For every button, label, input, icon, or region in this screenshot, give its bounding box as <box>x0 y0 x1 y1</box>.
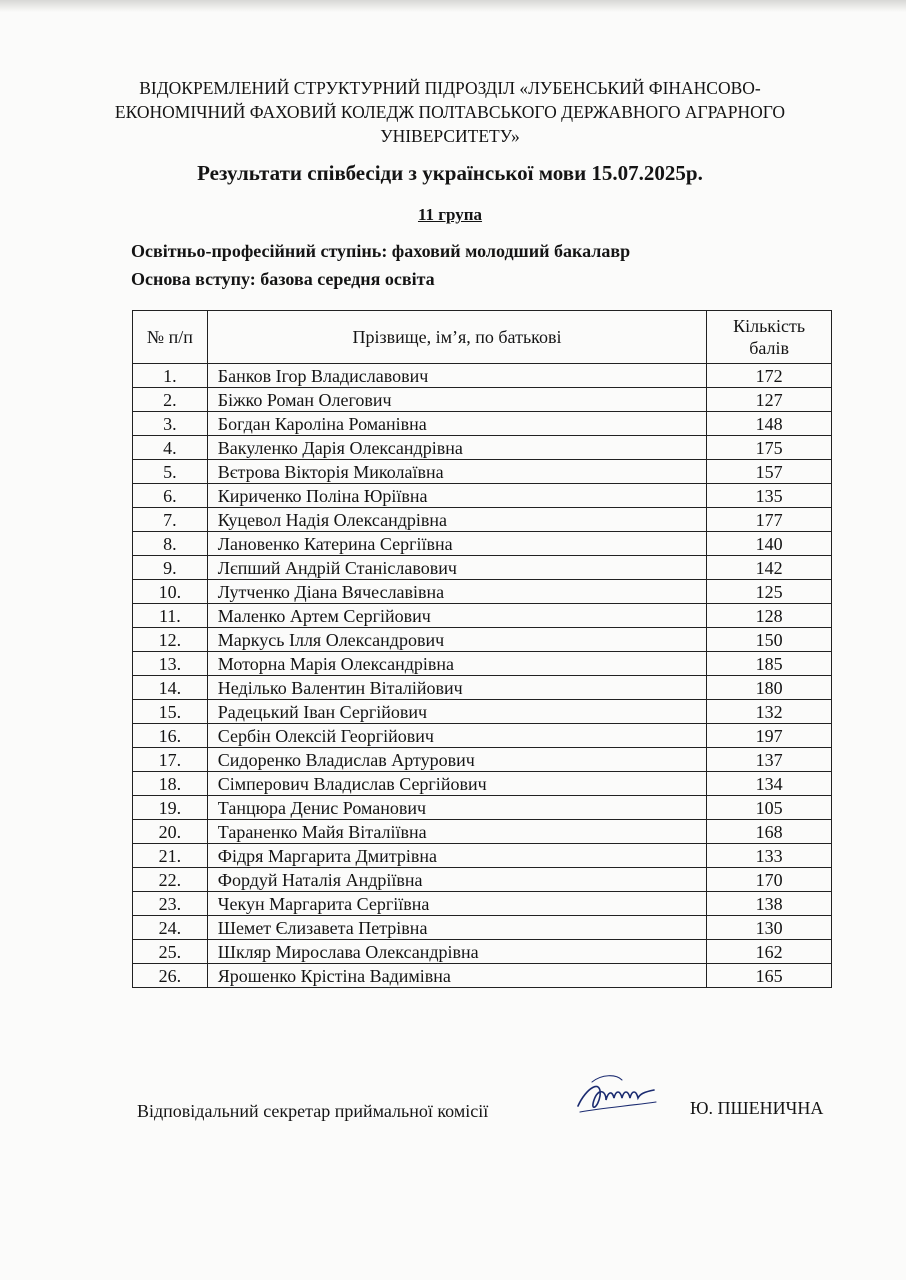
row-number: 13. <box>133 652 208 676</box>
row-number: 24. <box>133 916 208 940</box>
row-score: 177 <box>707 508 832 532</box>
row-number: 11. <box>133 604 208 628</box>
row-score: 162 <box>707 940 832 964</box>
row-name: Неділько Валентин Віталійович <box>207 676 706 700</box>
row-number: 25. <box>133 940 208 964</box>
table-row <box>133 460 832 484</box>
table-row <box>133 724 832 748</box>
row-name: Тараненко Майя Віталіївна <box>207 820 706 844</box>
table-row <box>133 364 832 388</box>
row-score: 138 <box>707 892 832 916</box>
table-row <box>133 532 832 556</box>
row-number: 26. <box>133 964 208 988</box>
row-name: Ярошенко Крістіна Вадимівна <box>207 964 706 988</box>
table-row <box>133 796 832 820</box>
row-name: Танцюра Денис Романович <box>207 796 706 820</box>
table-row <box>133 700 832 724</box>
table-row <box>133 748 832 772</box>
row-name: Фордуй Наталія Андріївна <box>207 868 706 892</box>
row-number: 5. <box>133 460 208 484</box>
row-number: 9. <box>133 556 208 580</box>
table-row <box>133 388 832 412</box>
basis-line: Основа вступу: базова середня освіта <box>131 269 435 289</box>
institution-line-1: ВІДОКРЕМЛЕНИЙ СТРУКТУРНИЙ ПІДРОЗДІЛ «ЛУБЕНСЬКИЙ ФІНАНСОВО- <box>139 78 761 98</box>
row-score: 170 <box>707 868 832 892</box>
row-name: Шемет Єлизавета Петрівна <box>207 916 706 940</box>
row-number: 22. <box>133 868 208 892</box>
table-row <box>133 964 832 988</box>
row-name: Вакуленко Дарія Олександрівна <box>207 436 706 460</box>
scan-edge-shadow <box>0 0 906 12</box>
row-name: Чекун Маргарита Сергіївна <box>207 892 706 916</box>
table-row <box>133 676 832 700</box>
row-score: 172 <box>707 364 832 388</box>
header-name: Прізвище, ім’я, по батькові <box>207 311 706 364</box>
table-row <box>133 652 832 676</box>
row-name: Шкляр Мирослава Олександрівна <box>207 940 706 964</box>
row-name: Сидоренко Владислав Артурович <box>207 748 706 772</box>
row-score: 127 <box>707 388 832 412</box>
row-name: Кириченко Поліна Юріївна <box>207 484 706 508</box>
row-score: 168 <box>707 820 832 844</box>
signer-name: Ю. ПШЕНИЧНА <box>690 1098 824 1118</box>
row-score: 132 <box>707 700 832 724</box>
row-score: 125 <box>707 580 832 604</box>
row-number: 16. <box>133 724 208 748</box>
row-score: 197 <box>707 724 832 748</box>
header-score-line-1: Кількість <box>733 316 806 336</box>
row-number: 8. <box>133 532 208 556</box>
row-number: 21. <box>133 844 208 868</box>
row-name: Сербін Олексій Георгійович <box>207 724 706 748</box>
row-name: Маленко Артем Сергійович <box>207 604 706 628</box>
row-number: 14. <box>133 676 208 700</box>
row-name: Сімперович Владислав Сергійович <box>207 772 706 796</box>
row-score: 140 <box>707 532 832 556</box>
row-name: Банков Ігор Владиславович <box>207 364 706 388</box>
row-name: Куцевол Надія Олександрівна <box>207 508 706 532</box>
table-row <box>133 892 832 916</box>
table-row <box>133 916 832 940</box>
row-score: 105 <box>707 796 832 820</box>
row-name: Лєпший Андрій Станіславович <box>207 556 706 580</box>
row-name: Маркусь Ілля Олександрович <box>207 628 706 652</box>
row-score: 157 <box>707 460 832 484</box>
row-score: 133 <box>707 844 832 868</box>
table-row <box>133 844 832 868</box>
table-header-row <box>133 311 832 364</box>
row-number: 2. <box>133 388 208 412</box>
table-row <box>133 604 832 628</box>
institution-line-3: УНІВЕРСИТЕТУ» <box>380 126 520 146</box>
row-name: Богдан Кароліна Романівна <box>207 412 706 436</box>
row-name: Фідря Маргарита Дмитрівна <box>207 844 706 868</box>
row-number: 20. <box>133 820 208 844</box>
row-score: 180 <box>707 676 832 700</box>
row-name: Біжко Роман Олегович <box>207 388 706 412</box>
row-score: 185 <box>707 652 832 676</box>
row-name: Лановенко Катерина Сергіївна <box>207 532 706 556</box>
row-name: Радецький Іван Сергійович <box>207 700 706 724</box>
row-score: 148 <box>707 412 832 436</box>
row-score: 137 <box>707 748 832 772</box>
row-name: Вєтрова Вікторія Миколаївна <box>207 460 706 484</box>
document-title: Результати співбесіди з української мови 15.07.2025р. <box>197 161 703 185</box>
table-row <box>133 820 832 844</box>
row-score: 130 <box>707 916 832 940</box>
row-score: 142 <box>707 556 832 580</box>
institution-header <box>100 76 800 148</box>
row-score: 150 <box>707 628 832 652</box>
table-row <box>133 772 832 796</box>
header-score <box>707 311 832 364</box>
table-row <box>133 628 832 652</box>
table-row <box>133 508 832 532</box>
row-score: 134 <box>707 772 832 796</box>
results-table <box>132 310 832 988</box>
row-number: 18. <box>133 772 208 796</box>
row-score: 175 <box>707 436 832 460</box>
degree-line: Освітньо-професійний ступінь: фаховий молодший бакалавр <box>131 241 631 261</box>
institution-line-2: ЕКОНОМІЧНИЙ ФАХОВИЙ КОЛЕДЖ ПОЛТАВСЬКОГО ДЕРЖАВНОГО АГРАРНОГО <box>114 102 786 122</box>
row-number: 23. <box>133 892 208 916</box>
row-score: 165 <box>707 964 832 988</box>
header-number: № п/п <box>133 311 208 364</box>
row-number: 1. <box>133 364 208 388</box>
table-row <box>133 868 832 892</box>
group-label: 11 група <box>417 205 483 224</box>
table-row <box>133 556 832 580</box>
row-name: Моторна Марія Олександрівна <box>207 652 706 676</box>
row-name: Лутченко Діана Вячеславівна <box>207 580 706 604</box>
row-score: 135 <box>707 484 832 508</box>
secretary-label: Відповідальний секретар приймальної комісії <box>137 1101 489 1121</box>
row-number: 10. <box>133 580 208 604</box>
table-row <box>133 484 832 508</box>
table-body <box>133 364 832 988</box>
row-number: 4. <box>133 436 208 460</box>
row-number: 15. <box>133 700 208 724</box>
table-row <box>133 412 832 436</box>
row-number: 7. <box>133 508 208 532</box>
signature-icon <box>572 1068 660 1124</box>
row-number: 6. <box>133 484 208 508</box>
row-number: 3. <box>133 412 208 436</box>
row-number: 17. <box>133 748 208 772</box>
table-row <box>133 940 832 964</box>
row-number: 12. <box>133 628 208 652</box>
header-score-line-2: балів <box>749 338 789 358</box>
table-row <box>133 580 832 604</box>
row-score: 128 <box>707 604 832 628</box>
row-number: 19. <box>133 796 208 820</box>
table-row <box>133 436 832 460</box>
